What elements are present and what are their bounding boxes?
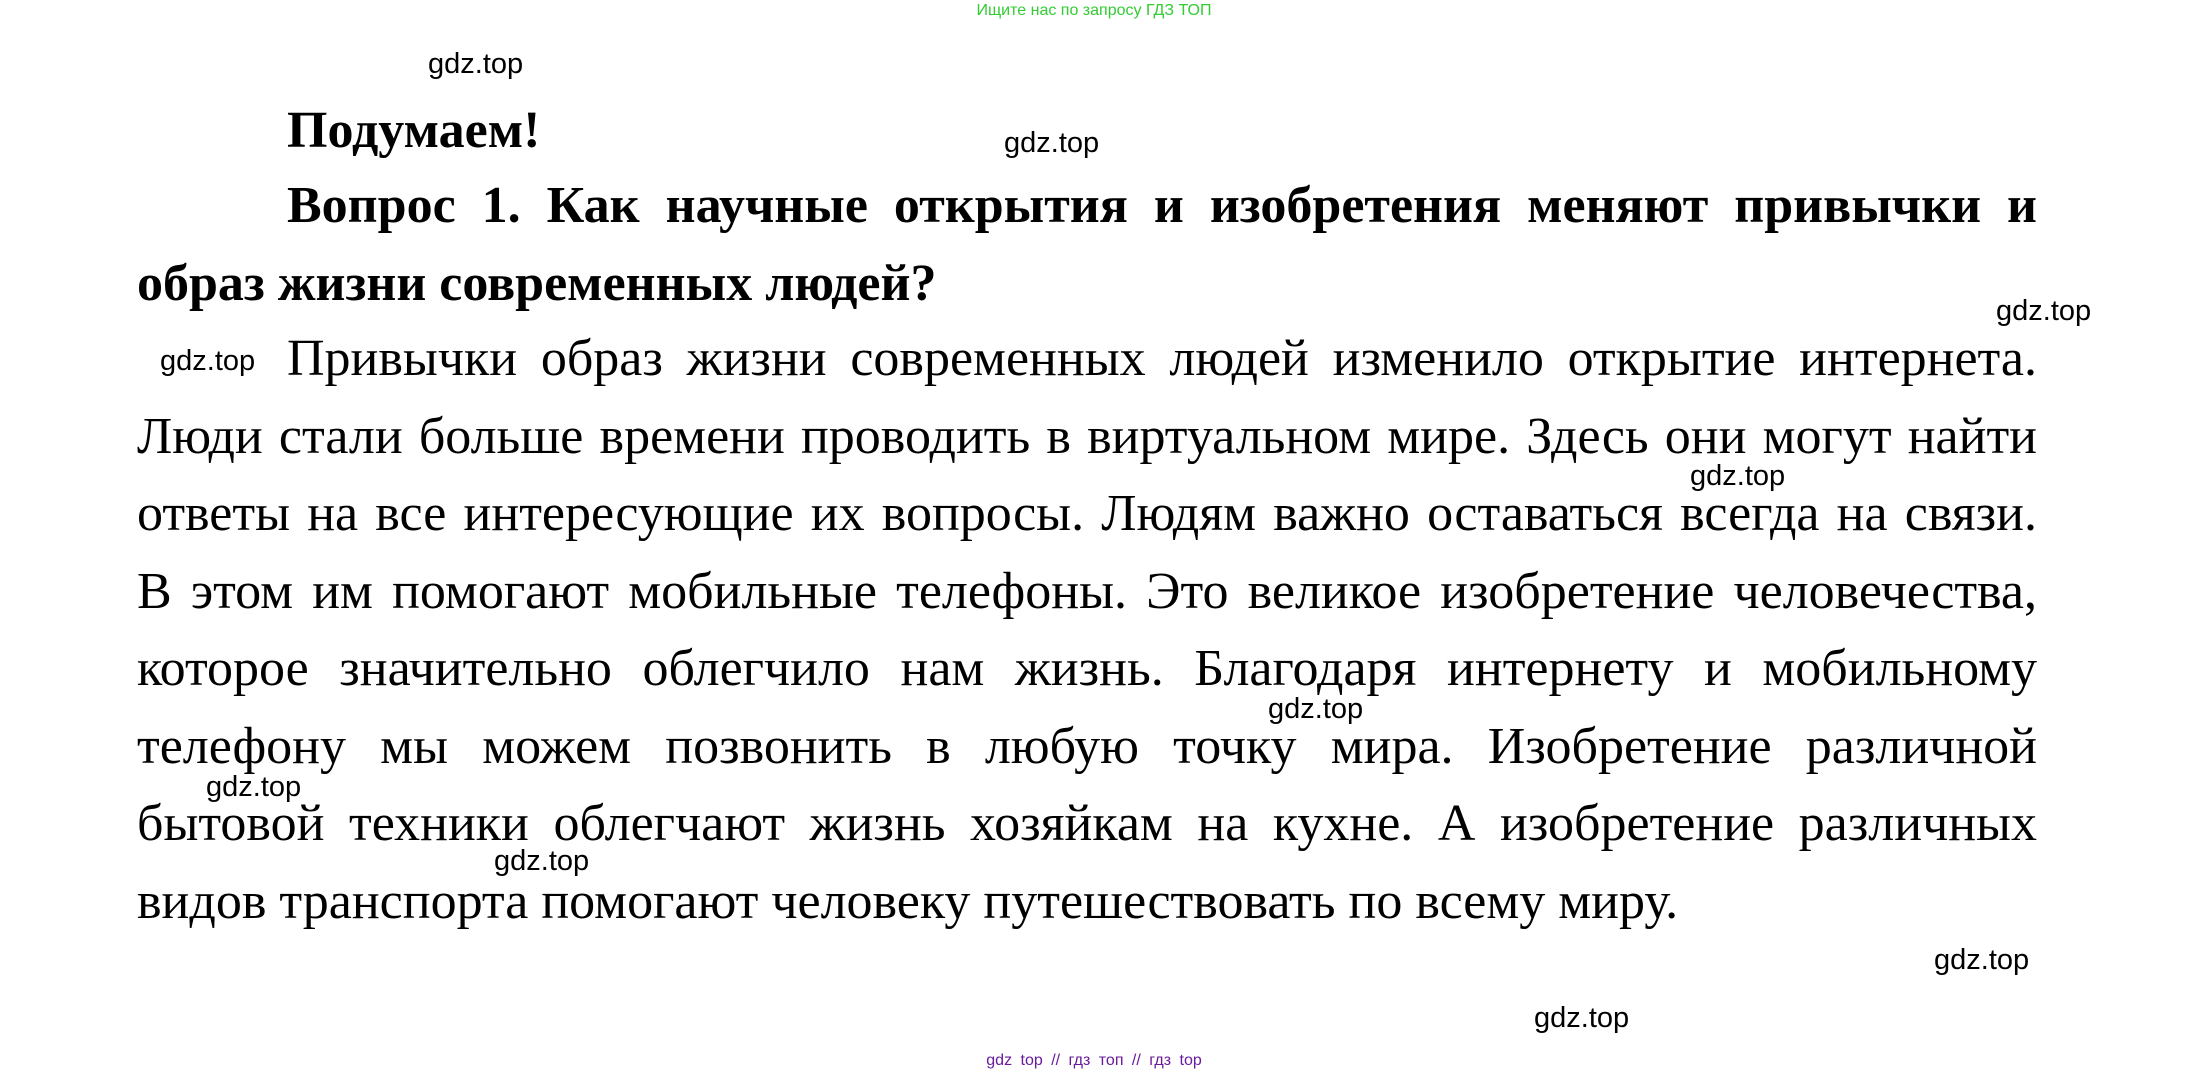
- watermark: gdz.top: [1934, 944, 2030, 976]
- watermark: gdz.top: [1690, 460, 1786, 492]
- section-heading: Подумаем!: [287, 102, 541, 159]
- answer-text: Привычки образ жизни современных людей изменило открытие интернета. Люди стали больше времени проводить в виртуальном мире. Здесь они могут найти ответы на все интересующие их вопросы. Людям важно оставаться всегда на связи. В этом им помогают мобильные телефоны. Это великое изобретение человечества, которое значительно облегчило нам жизнь. Благодаря интернету и мобильному телефону мы можем позвонить в любую точку мира. Изобретение различной бытовой техники облегчают жизнь хозяйкам на кухне. А изобретение различных видов транспорта помогают человеку путешествовать по всему миру.: [137, 330, 2037, 930]
- top-search-hint: Ищите нас по запросу ГДЗ ТОП: [976, 2, 1212, 19]
- footer-watermark: gdz top // гдз топ // гдз top: [986, 1052, 1202, 1069]
- watermark: gdz.top: [1534, 1002, 1630, 1034]
- watermark: gdz.top: [1004, 127, 1100, 159]
- watermark: gdz.top: [494, 845, 590, 877]
- question-text: Вопрос 1. Как научные открытия и изобретения меняют привычки и образ жизни современных людей?: [137, 177, 2037, 312]
- watermark: gdz.top: [160, 345, 256, 377]
- watermark: gdz.top: [1996, 295, 2092, 327]
- watermark: gdz.top: [206, 771, 302, 803]
- watermark: gdz.top: [1268, 693, 1364, 725]
- watermark: gdz.top: [428, 48, 524, 80]
